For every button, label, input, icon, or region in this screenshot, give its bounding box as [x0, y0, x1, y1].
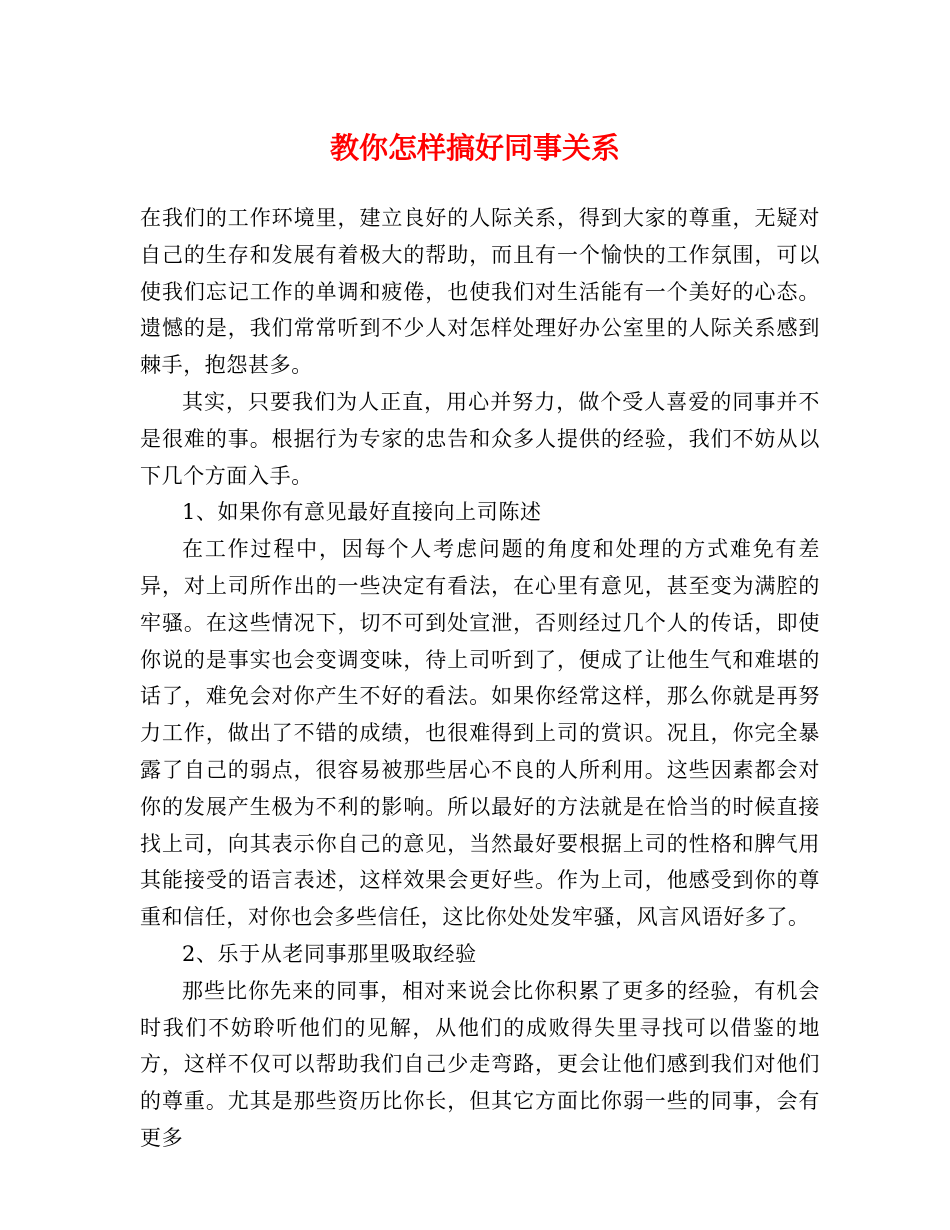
- paragraph-section-1: 在工作过程中，因每个人考虑问题的角度和处理的方式难免有差异，对上司所作出的一些决定有看法，在心里有意见，甚至变为满腔的牢骚。在这些情况下，切不可到处宣泄，否则经过几个人的传话，即使你说的是事实也会变调变味，待上司听到了，便成了让他生气和难堪的话了，难免会对你产生不好的看法。如果你经常这样，那么你就是再努力工作，做出了不错的成绩，也很难得到上司的赏识。况且，你完全暴露了自己的弱点，很容易被那些居心不良的人所利用。这些因素都会对你的发展产生极为不利的影响。所以最好的方法就是在恰当的时候直接找上司，向其表示你自己的意见，当然最好要根据上司的性格和脾气用其能接受的语言表述，这样效果会更好些。作为上司，他感受到你的尊重和信任，对你也会多些信任，这比你处处发牢骚，风言风语好多了。: [140, 537, 820, 930]
- paragraph-overview: 其实，只要我们为人正直，用心并努力，做个受人喜爱的同事并不是很难的事。根据行为专家的忠告和众多人提供的经验，我们不妨从以下几个方面入手。: [140, 389, 820, 488]
- section-heading-1: 1、如果你有意见最好直接向上司陈述: [182, 500, 542, 525]
- section-heading-2: 2、乐于从老同事那里吸取经验: [182, 941, 477, 966]
- document-body: [140, 200, 820, 1157]
- paragraph-section-2: 那些比你先来的同事，相对来说会比你积累了更多的经验，有机会时我们不妨聆听他们的见解，从他们的成败得失里寻找可以借鉴的地方，这样不仅可以帮助我们自己少走弯路，更会让他们感到我们对他们的尊重。尤其是那些资历比你长，但其它方面比你弱一些的同事，会有更多: [140, 978, 820, 1150]
- paragraph-intro: 在我们的工作环境里，建立良好的人际关系，得到大家的尊重，无疑对自己的生存和发展有着极大的帮助，而且有一个愉快的工作氛围，可以使我们忘记工作的单调和疲倦，也使我们对生活能有一个美好的心态。遗憾的是，我们常常听到不少人对怎样处理好办公室里的人际关系感到棘手，抱怨甚多。: [140, 206, 820, 378]
- document-title: 教你怎样搞好同事关系: [329, 131, 620, 165]
